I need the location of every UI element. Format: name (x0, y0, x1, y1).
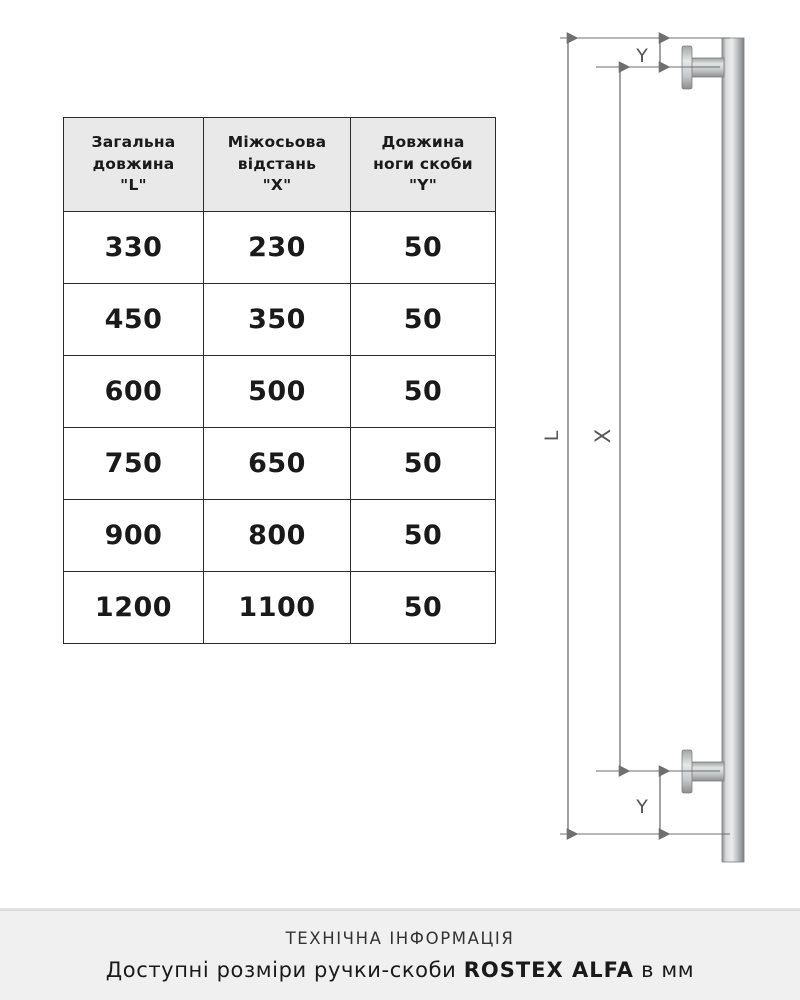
spec-table (63, 117, 496, 644)
footer-brand: ROSTEX ALFA (463, 958, 634, 982)
cell-l: 600 (64, 356, 204, 428)
header-y-line2: ноги скоби (373, 154, 473, 173)
cell-l: 330 (64, 212, 204, 284)
footer-subtitle (106, 958, 695, 982)
table-row (64, 500, 496, 572)
table-row (64, 356, 496, 428)
footer-subtitle-pre: Доступні розміри ручки-скоби (105, 958, 457, 982)
header-l-line2: довжина (92, 154, 175, 173)
cell-x: 1100 (204, 572, 351, 644)
header-x-line1: Міжосьова (227, 133, 327, 152)
table-row (64, 284, 496, 356)
cell-y: 50 (351, 356, 496, 428)
table-header-row (64, 118, 496, 212)
dimension-label-y-top: Y (636, 45, 648, 67)
dimension-label-y-bottom: Y (636, 796, 648, 818)
table-header-cell-l (64, 118, 204, 212)
cell-x: 500 (204, 356, 351, 428)
dimension-label-x: X (591, 428, 615, 444)
cell-y: 50 (351, 500, 496, 572)
cell-y: 50 (351, 572, 496, 644)
footer-banner (0, 910, 800, 1000)
cell-x: 800 (204, 500, 351, 572)
header-l-line1: Загальна (91, 133, 176, 152)
cell-x: 350 (204, 284, 351, 356)
header-y-line1: Довжина (381, 133, 465, 152)
cell-l: 450 (64, 284, 204, 356)
spec-table-container (63, 117, 495, 644)
cell-y: 50 (351, 212, 496, 284)
cell-x: 650 (204, 428, 351, 500)
cell-y: 50 (351, 428, 496, 500)
cell-y: 50 (351, 284, 496, 356)
header-x-line3: "X" (262, 176, 292, 195)
table-row (64, 572, 496, 644)
header-l-line3: "L" (120, 176, 147, 195)
table-header-cell-x (204, 118, 351, 212)
footer-title: ТЕХНІЧНА ІНФОРМАЦІЯ (285, 929, 515, 948)
cell-l: 1200 (64, 572, 204, 644)
header-y-line3: "Y" (409, 176, 437, 195)
handle-technical-drawing (530, 20, 792, 880)
cell-x: 230 (204, 212, 351, 284)
cell-l: 750 (64, 428, 204, 500)
table-row (64, 212, 496, 284)
header-x-line2: відстань (237, 154, 317, 173)
table-row (64, 428, 496, 500)
table-header-cell-y (351, 118, 496, 212)
cell-l: 900 (64, 500, 204, 572)
footer-subtitle-post: в мм (641, 958, 695, 982)
dimension-label-l: L (541, 430, 563, 442)
